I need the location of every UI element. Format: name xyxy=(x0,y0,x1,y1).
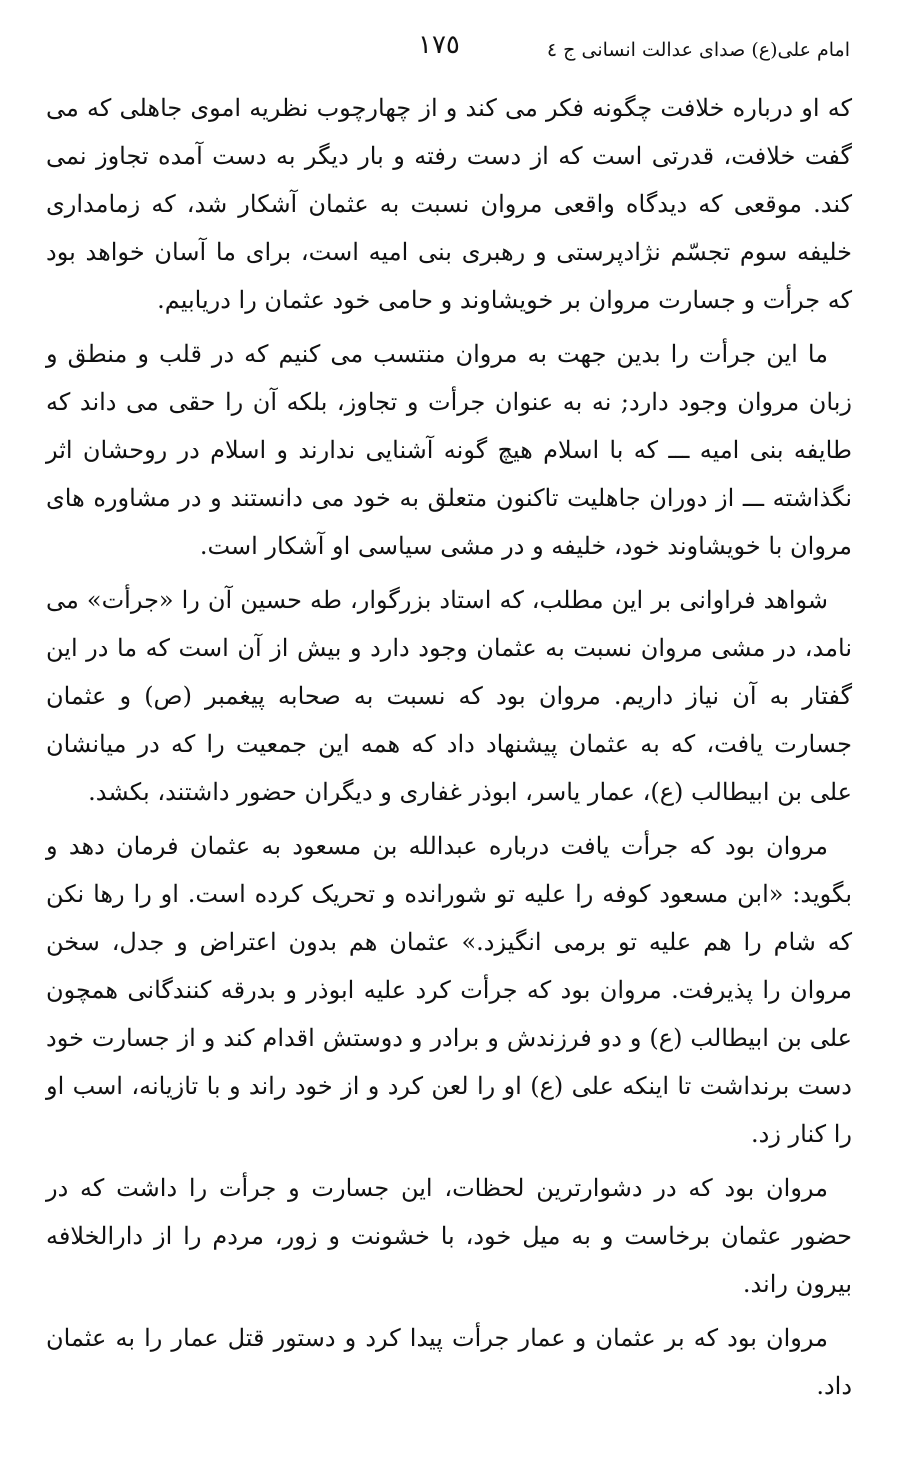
paragraph: كه او درباره خلافت چگونه فكر می كند و از چهارچوب نظريه اموی جاهلی كه می گفت خلافت، قدرتی است كه از دست رفته و بار ديگر به دست آمده تجاوز نمی كند. موقعی كه ديدگاه واقعی مروان نسبت به عثمان آشكار شد، كه زمامداری خليفه سوم تجسّم نژادپرستی و رهبری بنی اميه است، برای ما آسان خواهد بود كه جرأت و جسارت مروان بر خويشاوند و حامی خود عثمان را دريابيم. xyxy=(46,94,852,314)
paragraph: شواهد فراوانی بر اين مطلب، كه استاد بزرگوار، طه حسين آن را «جرأت» می نامد، در مشی مروان نسبت به عثمان وجود دارد و بيش از آن است كه ما در اين گفتار به آن نياز داريم. مروان بود كه نسبت به صحابه پيغمبر (ص) و عثمان جسارت يافت، كه به عثمان پيشنهاد داد كه همه اين جمعيت را كه در ميانشان علی بن ابيطالب (ع)، عمار ياسر، ابوذر غفاری و ديگران حضور داشتند، بكشد. xyxy=(46,586,852,806)
page-number: ١٧٥ xyxy=(418,30,460,60)
running-title: امام علی(ع) صدای عدالت انسانی ج ٤ xyxy=(546,39,850,61)
paragraph: مروان بود كه بر عثمان و عمار جرأت پيدا كرد و دستور قتل عمار را به عثمان داد. xyxy=(46,1324,852,1400)
paragraph: مروان بود كه جرأت يافت درباره عبدالله بن مسعود به عثمان فرمان دهد و بگويد: «ابن مسعود كوفه را عليه تو شورانده و تحريک كرده است. او را رها نكن كه شام را هم عليه تو برمی انگيزد.» عثمان هم بدون اعتراض و جدل، سخن مروان را پذيرفت. مروان بود كه جرأت كرد عليه ابوذر و بدرقه كنندگانی همچون علی بن ابيطالب (ع) و دو فرزندش و برادر و دوستش اقدام كند و از جسارت خود دست برنداشت تا اينكه علی (ع) او را لعن كرد و از خود راند و با تازيانه، اسب او را كنار زد. xyxy=(46,832,853,1148)
body-text xyxy=(46,84,852,1416)
paragraph: مروان بود كه در دشوارترين لحظات، اين جسارت و جرأت را داشت كه در حضور عثمان برخاست و به ميل خود، با خشونت و زور، مردم را از دارالخلافه بيرون راند. xyxy=(46,1174,852,1298)
paragraph: ما اين جرأت را بدين جهت به مروان منتسب می كنيم كه در قلب و منطق و زبان مروان وجود دارد; نه به عنوان جرأت و تجاوز، بلكه آن را حقی می داند كه طايفه بنی اميه ـــ كه با اسلام هيچ گونه آشنايی ندارند و اسلام در روحشان اثر نگذاشته ـــ از دوران جاهليت تاكنون متعلق به خود می دانستند و در مشاوره های مروان با خويشاوند خود، خليفه و در مشی سياسی او آشكار است. xyxy=(46,340,852,560)
page-header xyxy=(44,30,856,66)
